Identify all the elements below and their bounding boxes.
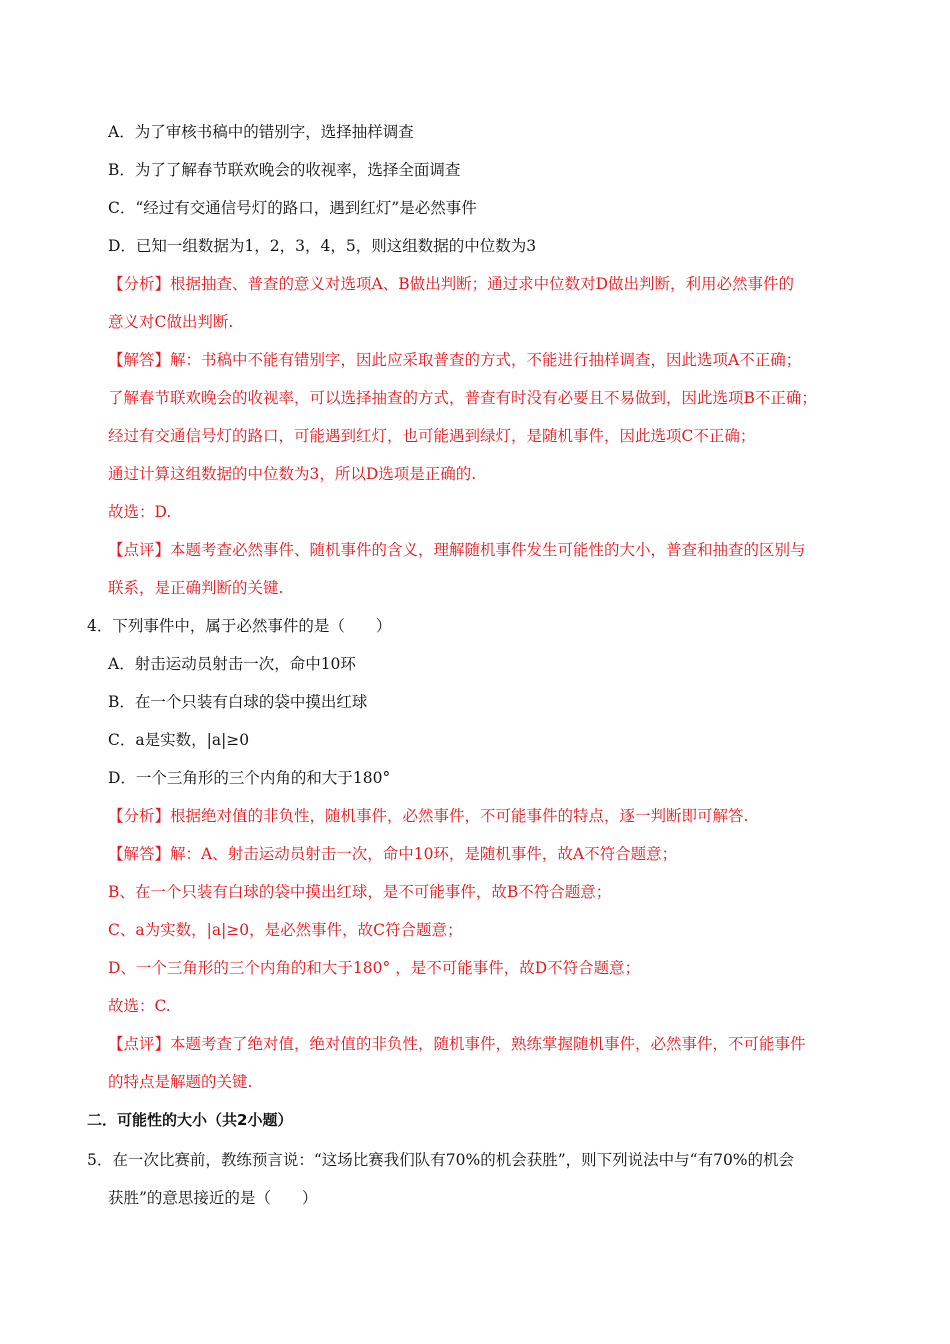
q3-option-b: B．为了了解春节联欢晚会的收视率，选择全面调查 (108, 161, 461, 179)
q4-analysis-text-1: 根据绝对值的非负性，随机事件，必然事件，不可能事件的特点，逐一判断即可解答. (170, 807, 749, 825)
q4-comment-tag: 【点评】 (108, 1035, 171, 1053)
q3-answer: 故选：D. (108, 503, 172, 521)
q4-solution-text-4: D、一个三角形的三个内角的和大于180° ，是不可能事件，故D不符合题意； (108, 959, 641, 977)
q4-comment (108, 1033, 806, 1055)
q4-solution-tag: 【解答】 (108, 845, 171, 863)
q4-solution-text-1: 解：A、射击运动员射击一次，命中10环，是随机事件，故A不符合题意； (170, 845, 678, 863)
q3-solution-text-1: 解：书稿中不能有错别字，因此应采取普查的方式，不能进行抽样调查，因此选项A不正确； (170, 351, 802, 369)
q3-comment (108, 539, 806, 561)
q3-option-d: D．已知一组数据为1，2，3，4，5，则这组数据的中位数为3 (108, 237, 537, 255)
q4-answer: 故选：C. (108, 997, 171, 1015)
q3-solution-text-3: 经过有交通信号灯的路口，可能遇到红灯，也可能遇到绿灯，是随机事件，因此选项C不正确； (108, 427, 756, 445)
q4-option-c: C．a是实数，|a|≥0 (108, 731, 250, 749)
q3-analysis-text-1: 根据抽查、普查的意义对选项A、B做出判断；通过求中位数对D做出判断，利用必然事件的 (170, 275, 795, 293)
q3-analysis-tag: 【分析】 (108, 275, 171, 293)
q3-option-c: C．“经过有交通信号灯的路口，遇到红灯”是必然事件 (108, 199, 477, 217)
q3-comment-tag: 【点评】 (108, 541, 171, 559)
q3-analysis-text-2: 意义对C做出判断. (108, 313, 234, 331)
q3-analysis (108, 273, 794, 295)
section-heading: 二．可能性的大小（共2小题） (87, 1111, 293, 1129)
q5-stem-1: 5．在一次比赛前，教练预言说：“这场比赛我们队有70%的机会获胜”，则下列说法中与“有70%的机会 (87, 1151, 795, 1169)
q4-analysis (108, 805, 748, 827)
q3-solution (108, 349, 801, 371)
q4-comment-text-2: 的特点是解题的关键. (108, 1073, 253, 1091)
q4-option-d: D．一个三角形的三个内角的和大于180° (108, 769, 391, 787)
q3-comment-text-2: 联系，是正确判断的关键. (108, 579, 284, 597)
q4-option-b: B．在一个只装有白球的袋中摸出红球 (108, 693, 368, 711)
q3-solution-text-2: 了解春节联欢晚会的收视率，可以选择抽查的方式，普查有时没有必要且不易做到，因此选项B不正确； (108, 389, 817, 407)
q4-stem: 4．下列事件中，属于必然事件的是（ ） (87, 617, 392, 635)
q5-stem-2: 获胜”的意思接近的是（ ） (108, 1189, 318, 1207)
q3-option-a: A．为了审核书稿中的错别字，选择抽样调查 (108, 123, 414, 141)
q3-solution-text-4: 通过计算这组数据的中位数为3，所以D选项是正确的. (108, 465, 477, 483)
q4-comment-text-1: 本题考查了绝对值，绝对值的非负性，随机事件，熟练掌握随机事件，必然事件，不可能事件 (170, 1035, 806, 1053)
q4-solution (108, 843, 677, 865)
q4-solution-text-2: B、在一个只装有白球的袋中摸出红球，是不可能事件，故B不符合题意； (108, 883, 612, 901)
q4-analysis-tag: 【分析】 (108, 807, 171, 825)
q3-solution-tag: 【解答】 (108, 351, 171, 369)
q3-comment-text-1: 本题考查必然事件、随机事件的含义，理解随机事件发生可能性的大小，普查和抽查的区别与 (170, 541, 806, 559)
q4-option-a: A．射击运动员射击一次，命中10环 (108, 655, 356, 673)
q4-solution-text-3: C、a为实数，|a|≥0，是必然事件，故C符合题意； (108, 921, 463, 939)
